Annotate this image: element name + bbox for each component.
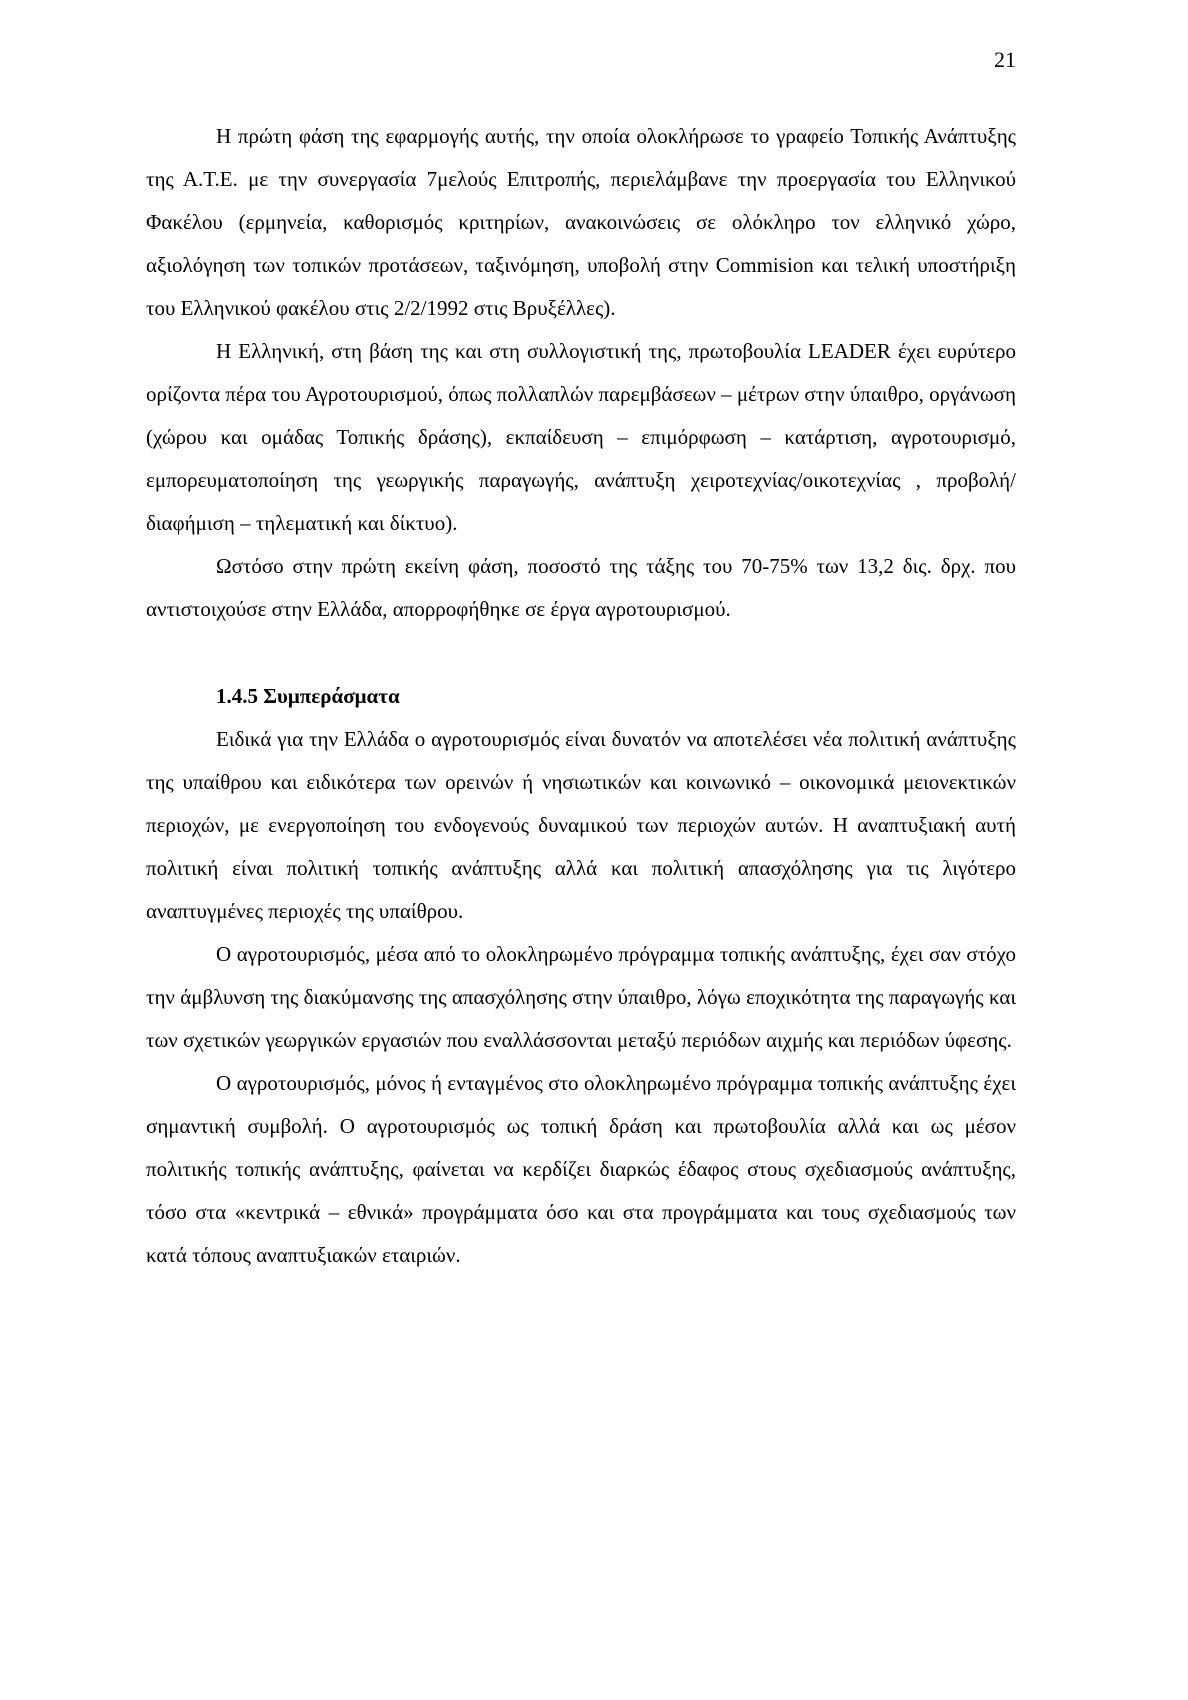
- paragraph-conclusions-contribution: Ο αγροτουρισμός, μόνος ή ενταγμένος στο ολοκληρωμένο πρόγραμμα τοπικής ανάπτυξης έχει σημαντική συμβολή. Ο αγροτουρισμός ως τοπική δράση και πρωτοβουλία αλλά και ως μέσον πολιτικής τοπικής ανάπτυξης, φαίνεται να κερδίζει διαρκώς έδαφος στους σχεδιασμούς ανάπτυξης, τόσο στα «κεντρικά – εθνικά» προγράμματα όσο και στα προγράμματα και τους σχεδιασμούς των κατά τόπους αναπτυξιακών εταιριών.: [146, 1071, 1016, 1267]
- paragraph-leader-first-phase: Η πρώτη φάση της εφαρμογής αυτής, την οποία ολοκλήρωσε το γραφείο Τοπικής Ανάπτυξης της Α.Τ.Ε. με την συνεργασία 7μελούς Επιτροπής, περιελάμβανε την προεργασία του Ελληνικού Φακέλου (ερμηνεία, καθορισμός κριτηρίων, ανακοινώσεις σε ολόκληρο τον ελληνικό χώρο, αξιολόγηση των τοπικών προτάσεων, ταξινόμηση, υποβολή στην Commision και τελική υποστήριξη του Ελληνικού φακέλου στις 2/2/1992 στις Βρυξέλλες).: [146, 124, 1016, 320]
- page-number: 21: [994, 47, 1016, 72]
- paragraph-conclusions-greece: Ειδικά για την Ελλάδα ο αγροτουρισμός είναι δυνατόν να αποτελέσει νέα πολιτική ανάπτυξης της υπαίθρου και ειδικότερα των ορεινών ή νησιωτικών και κοινωνικό – οικονομικά μειονεκτικών περιοχών, με ενεργοποίηση του ενδογενούς δυναμικού των περιοχών αυτών. Η αναπτυξιακή αυτή πολιτική είναι πολιτική τοπικής ανάπτυξης αλλά και πολιτική απασχόλησης για τις λιγότερο αναπτυγμένες περιοχές της υπαίθρου.: [146, 727, 1016, 923]
- section-heading-conclusions: 1.4.5 Συμπεράσματα: [216, 684, 400, 708]
- paragraph-leader-scope: Η Ελληνική, στη βάση της και στη συλλογιστική της, πρωτοβουλία LEADER έχει ευρύτερο ορίζοντα πέρα του Αγροτουρισμού, όπως πολλαπλών παρεμβάσεων – μέτρων στην ύπαιθρο, οργάνωση (χώρου και ομάδας Τοπικής δράσης), εκπαίδευση – επιμόρφωση – κατάρτιση, αγροτουρισμό, εμπορευματοποίηση της γεωργικής παραγωγής, ανάπτυξη χειροτεχνίας/οικοτεχνίας , προβολή/διαφήμιση – τηλεματική και δίκτυο).: [146, 339, 1016, 535]
- paragraph-conclusions-employment: Ο αγροτουρισμός, μέσα από το ολοκληρωμένο πρόγραμμα τοπικής ανάπτυξης, έχει σαν στόχο την άμβλυνση της διακύμανσης της απασχόλησης στην ύπαιθρο, λόγω εποχικότητα της παραγωγής και των σχετικών γεωργικών εργασιών που εναλλάσσονται μεταξύ περιόδων αιχμής και περιόδων ύφεσης.: [146, 942, 1016, 1052]
- body-text: [146, 115, 1016, 1277]
- paragraph-leader-budget: Ωστόσο στην πρώτη εκείνη φάση, ποσοστό της τάξης του 70-75% των 13,2 δις. δρχ. που αντιστοιχούσε στην Ελλάδα, απορροφήθηκε σε έργα αγροτουρισμού.: [146, 554, 1016, 621]
